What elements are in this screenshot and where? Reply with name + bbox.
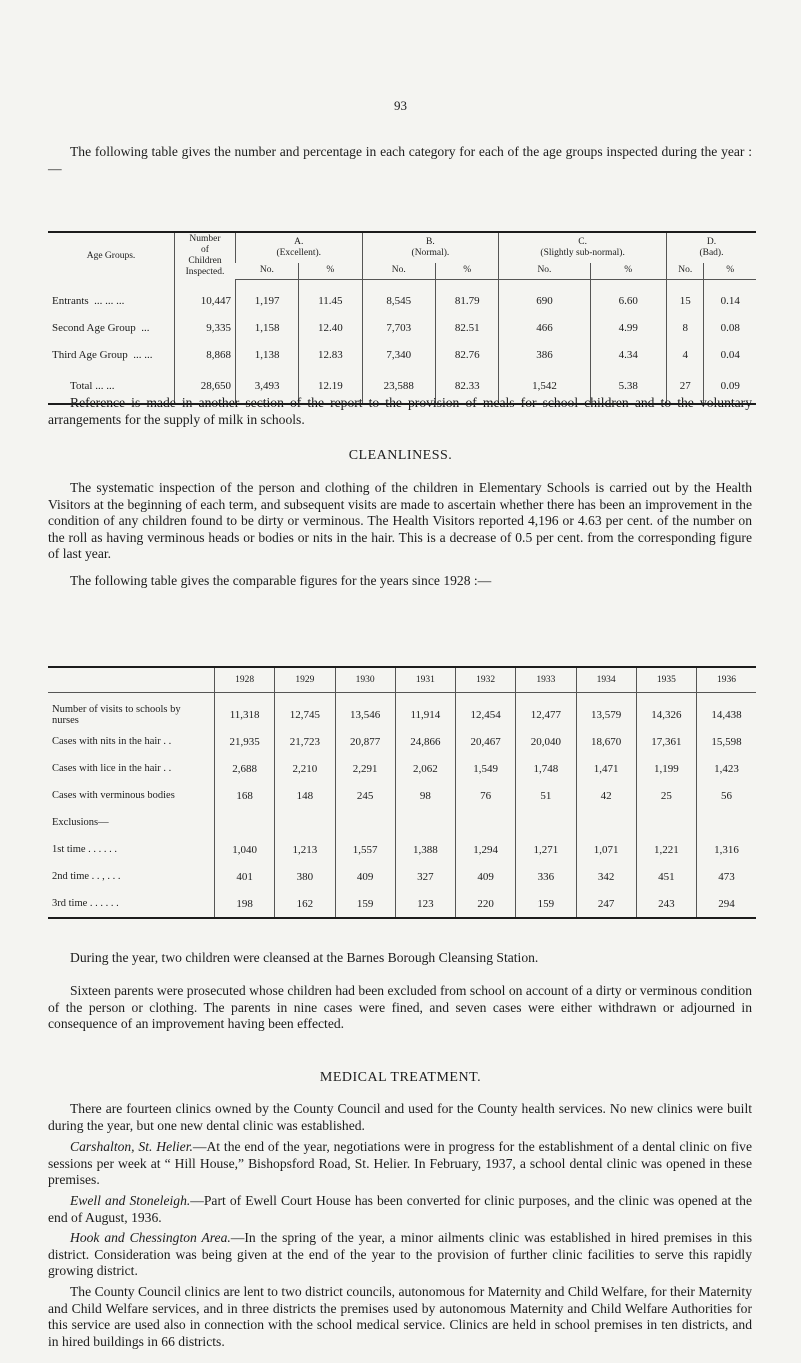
header-blank xyxy=(48,667,215,693)
table-row xyxy=(48,728,756,755)
header-year: 1932 xyxy=(456,667,516,693)
cell: 220 xyxy=(456,890,516,918)
header-year: 1928 xyxy=(215,667,275,693)
cell: 1,748 xyxy=(516,755,576,782)
cell: 1,221 xyxy=(636,836,696,863)
cell: 8,868 xyxy=(175,342,236,369)
cell: 380 xyxy=(275,863,335,890)
table-row xyxy=(48,863,756,890)
cell: 409 xyxy=(335,863,395,890)
row-label: Cases with verminous bodies xyxy=(52,790,175,801)
cell: 5.38 xyxy=(590,369,666,404)
sub-pct: % xyxy=(704,263,756,279)
cell: 1,199 xyxy=(636,755,696,782)
cell: 82.33 xyxy=(436,369,499,404)
sub-no: No. xyxy=(499,263,590,279)
header-year: 1929 xyxy=(275,667,335,693)
cell: 2,688 xyxy=(215,755,275,782)
cell: 27 xyxy=(666,369,703,404)
sub-pct: % xyxy=(590,263,666,279)
cell: 159 xyxy=(335,890,395,918)
following-table-paragraph: The following table gives the comparable figures for the years since 1928 :— xyxy=(70,573,492,588)
cell: 8,545 xyxy=(362,288,436,315)
cell: 98 xyxy=(395,782,455,809)
header-year: 1930 xyxy=(335,667,395,693)
header-year: 1936 xyxy=(697,667,757,693)
header-year: 1931 xyxy=(395,667,455,693)
cell: 294 xyxy=(697,890,757,918)
table-row xyxy=(48,809,756,836)
cell: 20,467 xyxy=(456,728,516,755)
cell: 56 xyxy=(697,782,757,809)
cell: 1,423 xyxy=(697,755,757,782)
header-category-b: B. (Normal). xyxy=(362,232,499,263)
cell: 1,071 xyxy=(576,836,636,863)
row-label: Cases with lice in the hair . . xyxy=(52,763,172,774)
cell: 20,040 xyxy=(516,728,576,755)
cell: 327 xyxy=(395,863,455,890)
county-clinics-paragraph: The County Council clinics are lent to two district councils, autonomous for Maternity and Child Welfare, for their Maternity and Child Welfare services, and in three districts the premises used by autonomous Maternity and Child Welfare Authorities for this service are used also in connection with the school medical service. Clinics are held in school premises in ten districts, and in hired buildings in 66 districts. xyxy=(48,1284,752,1349)
intro-paragraph: The following table gives the number and percentage in each category for each of the age groups inspected during the year :— xyxy=(48,144,752,176)
cell: 21,935 xyxy=(215,728,275,755)
cell: 17,361 xyxy=(636,728,696,755)
cell: 12.83 xyxy=(299,342,362,369)
table-row xyxy=(48,836,756,863)
header-age-groups: Age Groups. xyxy=(86,250,136,261)
cell: 409 xyxy=(456,863,516,890)
table-row xyxy=(48,288,756,315)
row-label: 1st time . . . . . . xyxy=(52,844,118,855)
cell: 14,326 xyxy=(636,701,696,728)
cell: 401 xyxy=(215,863,275,890)
cell: 8 xyxy=(666,315,703,342)
cell: 1,557 xyxy=(335,836,395,863)
cell: 451 xyxy=(636,863,696,890)
cell: 12,454 xyxy=(456,701,516,728)
cell xyxy=(215,809,275,836)
cell xyxy=(576,809,636,836)
row-label: Second Age Group ... xyxy=(52,322,150,334)
cell: 42 xyxy=(576,782,636,809)
cell xyxy=(636,809,696,836)
cell: 1,316 xyxy=(697,836,757,863)
cell: 4.99 xyxy=(590,315,666,342)
cell: 0.08 xyxy=(704,315,756,342)
reference-paragraph: Reference is made in another section of the report to the provision of meals for school children and to the voluntary arrangements for the supply of milk in schools. xyxy=(48,395,752,427)
cell: 123 xyxy=(395,890,455,918)
cell: 2,210 xyxy=(275,755,335,782)
header-category-d: D. (Bad). xyxy=(666,232,756,263)
cell: 18,670 xyxy=(576,728,636,755)
row-label: Cases with nits in the hair . . xyxy=(52,736,172,747)
cleanliness-paragraph: The systematic inspection of the person and clothing of the children in Elementary Schools is carried out by the Health Visitors at the beginning of each term, and subsequent visits are made to ascertain whether there has been an improvement in the condition of any children found to be dirty or verminous. The Health Visitors reported 4,196 or 4.63 per cent. of the number on the roll as having verminous heads or bodies or nits in the hair. This is a decrease of 0.5 per cent. from the corresponding figure of last year. xyxy=(48,480,752,562)
medical-treatment-heading: MEDICAL TREATMENT. xyxy=(319,1070,482,1085)
cell: 51 xyxy=(516,782,576,809)
sub-no: No. xyxy=(666,263,703,279)
cell: 12,477 xyxy=(516,701,576,728)
cell: 0.14 xyxy=(704,288,756,315)
cell xyxy=(516,809,576,836)
cell: 1,213 xyxy=(275,836,335,863)
cell: 13,546 xyxy=(335,701,395,728)
cell: 23,588 xyxy=(362,369,436,404)
ewell-paragraph: Ewell and Stoneleigh.—Part of Ewell Court House has been converted for clinic purposes, and the clinic was opened at the end of August, 1936. xyxy=(48,1193,752,1225)
cell: 247 xyxy=(576,890,636,918)
cell xyxy=(697,809,757,836)
cell: 2,062 xyxy=(395,755,455,782)
cell xyxy=(335,809,395,836)
table-row xyxy=(48,342,756,369)
cell: 1,271 xyxy=(516,836,576,863)
cell: 1,471 xyxy=(576,755,636,782)
cell: 386 xyxy=(499,342,590,369)
header-year: 1933 xyxy=(516,667,576,693)
cell: 3,493 xyxy=(236,369,299,404)
cell: 473 xyxy=(697,863,757,890)
row-label: Number of visits to schools by nurses xyxy=(52,703,181,726)
cell: 12,745 xyxy=(275,701,335,728)
page-number: 93 xyxy=(394,98,407,113)
cell: 21,723 xyxy=(275,728,335,755)
cell: 1,197 xyxy=(236,288,299,315)
cell: 0.09 xyxy=(704,369,756,404)
cell: 1,542 xyxy=(499,369,590,404)
cell: 2,291 xyxy=(335,755,395,782)
cell: 245 xyxy=(335,782,395,809)
hook-paragraph: Hook and Chessington Area.—In the spring of the year, a minor ailments clinic was established in hired premises in this district. Consideration was being given at the end of the year to the provision of further clinic facilities to serve this rapidly growing district. xyxy=(48,1230,752,1279)
sub-pct: % xyxy=(436,263,499,279)
cell: 336 xyxy=(516,863,576,890)
clinics-paragraph: There are fourteen clinics owned by the County Council and used for the County health services. No new clinics were built during the year, but one new dental clinic was established. xyxy=(48,1101,752,1133)
sub-pct: % xyxy=(299,263,362,279)
header-number-inspected: Number of Children Inspected. xyxy=(175,232,236,279)
header-year: 1935 xyxy=(636,667,696,693)
cell: 1,040 xyxy=(215,836,275,863)
header-category-a: A. (Excellent). xyxy=(236,232,363,263)
cell: 13,579 xyxy=(576,701,636,728)
cell: 24,866 xyxy=(395,728,455,755)
cell xyxy=(395,809,455,836)
cell: 7,340 xyxy=(362,342,436,369)
cell: 9,335 xyxy=(175,315,236,342)
cleanliness-heading: CLEANLINESS. xyxy=(348,448,453,463)
cell: 162 xyxy=(275,890,335,918)
row-label: Entrants ... ... ... xyxy=(52,295,125,307)
cell xyxy=(275,809,335,836)
table-row xyxy=(48,701,756,728)
cell: 243 xyxy=(636,890,696,918)
header-category-c: C. (Slightly sub-normal). xyxy=(499,232,667,263)
sub-no: No. xyxy=(362,263,436,279)
cell: 342 xyxy=(576,863,636,890)
cell: 4.34 xyxy=(590,342,666,369)
carshalton-paragraph: Carshalton, St. Helier.—At the end of the year, negotiations were in progress for the establishment of a dental clinic on five sessions per week at “ Hill House,” Bishopsford Road, St. Helier. In February, 1937, a school dental clinic was opened in these premises. xyxy=(48,1139,752,1188)
cell: 0.04 xyxy=(704,342,756,369)
cell: 159 xyxy=(516,890,576,918)
cell: 12.19 xyxy=(299,369,362,404)
cell: 6.60 xyxy=(590,288,666,315)
row-label: 3rd time . . . . . . xyxy=(52,898,119,909)
cell: 4 xyxy=(666,342,703,369)
cell: 25 xyxy=(636,782,696,809)
sub-no: No. xyxy=(236,263,299,279)
cell: 1,158 xyxy=(236,315,299,342)
header-year: 1934 xyxy=(576,667,636,693)
cell: 81.79 xyxy=(436,288,499,315)
cell: 82.76 xyxy=(436,342,499,369)
cell: 1,388 xyxy=(395,836,455,863)
cell: 76 xyxy=(456,782,516,809)
cell: 466 xyxy=(499,315,590,342)
cell xyxy=(456,809,516,836)
cell: 14,438 xyxy=(697,701,757,728)
cell: 7,703 xyxy=(362,315,436,342)
prosecution-paragraph: Sixteen parents were prosecuted whose children had been excluded from school on account of a dirty or verminous condition of the person or clothing. The parents in nine cases were fined, and seven cases were either withdrawn or adjourned in consequence of an improvement having been effected. xyxy=(48,983,752,1032)
cell: 1,294 xyxy=(456,836,516,863)
cell: 11,914 xyxy=(395,701,455,728)
cell: 15,598 xyxy=(697,728,757,755)
row-label: 2nd time . . , . . . xyxy=(52,871,121,882)
cell: 11.45 xyxy=(299,288,362,315)
cell: 1,138 xyxy=(236,342,299,369)
cell: 690 xyxy=(499,288,590,315)
cell: 82.51 xyxy=(436,315,499,342)
cell: 198 xyxy=(215,890,275,918)
cell: 10,447 xyxy=(175,288,236,315)
cell: 11,318 xyxy=(215,701,275,728)
table-row xyxy=(48,755,756,782)
cell: 148 xyxy=(275,782,335,809)
cell: 28,650 xyxy=(175,369,236,404)
table-row xyxy=(48,315,756,342)
row-label: Exclusions— xyxy=(52,817,109,828)
table-row xyxy=(48,782,756,809)
barnes-paragraph: During the year, two children were cleansed at the Barnes Borough Cleansing Station. xyxy=(70,950,539,965)
table-row xyxy=(48,890,756,918)
row-label: Third Age Group ... ... xyxy=(52,349,153,361)
cell: 168 xyxy=(215,782,275,809)
cell: 12.40 xyxy=(299,315,362,342)
row-label: Total ... ... xyxy=(70,379,115,392)
cell: 15 xyxy=(666,288,703,315)
cell: 20,877 xyxy=(335,728,395,755)
age-group-category-table xyxy=(48,231,756,405)
cleanliness-comparison-table xyxy=(48,666,756,919)
cell: 1,549 xyxy=(456,755,516,782)
